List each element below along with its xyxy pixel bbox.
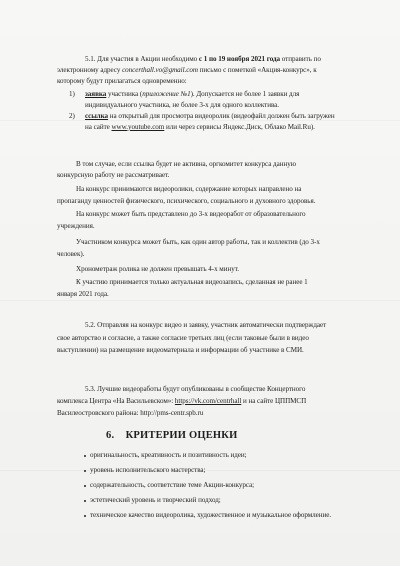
section-title: КРИТЕРИИ ОЦЕНКИ xyxy=(125,430,238,441)
paragraph-5-1-line: которому будут прилагаться одновременно: xyxy=(57,77,187,85)
criteria-item: оригинальность, креативность и позитивность идеи; xyxy=(90,451,247,459)
bullet-icon xyxy=(84,455,86,457)
paragraph-line: конкурсную работу не рассматривает. xyxy=(57,171,170,179)
text-span: комплекса Центра «На Васильевском»: xyxy=(57,397,175,405)
vk-link[interactable]: https://vk.com/centrhall xyxy=(174,397,242,405)
paragraph-line: пропаганду ценностей физического, психического, социального и духовного здоровья. xyxy=(57,197,316,205)
list-item-continuation xyxy=(85,123,315,132)
paragraph-line: человек). xyxy=(57,250,85,258)
paragraph-line: Участником конкурса может быть, как один автор работы, так и коллектив (до 3-х xyxy=(76,238,320,246)
text-span: электронному адресу xyxy=(57,66,123,74)
text-span: приложение №1 xyxy=(142,90,191,98)
paragraph-5-3-line xyxy=(57,397,306,406)
email-link[interactable]: concerthall.vo@gmail.com xyxy=(122,66,198,74)
text-span: и на сайте ЦППМСП xyxy=(241,397,307,405)
text-span: участника ( xyxy=(106,90,143,98)
bullet-icon xyxy=(84,500,86,502)
list-item-continuation: индивидуального участника, не более 3-х для одного коллектива. xyxy=(85,101,279,109)
section-heading xyxy=(106,430,237,441)
paragraph-line: учреждения. xyxy=(57,222,95,230)
date-range: с 1 по 19 ноября 2021 года xyxy=(198,55,281,63)
paragraph-5-2-line: свое авторство и согласие, а также согласие третьих лиц (если таковые были в видео xyxy=(57,334,309,342)
section-number: 6. xyxy=(106,430,115,441)
scan-artifact xyxy=(0,300,400,301)
paragraph-line: На конкурс принимаются видеоролики, содержание которых направлено на xyxy=(76,185,302,193)
paragraph-5-3-line: 5.3. Лучшие видеоработы будут опубликованы в сообществе Концертного xyxy=(85,385,306,393)
paragraph-line: На конкурс может быть представлено до 3-х видеоработ от образовательного xyxy=(76,210,306,218)
criteria-item: уровень исполнительского мастерства; xyxy=(90,466,206,474)
paragraph-line: В том случае, если ссылка будет не активна, оргкомитет конкурса данную xyxy=(76,160,296,168)
text-span: или через сервисы Яндекс.Диск, Облако Mail.Ru). xyxy=(164,123,315,131)
paragraph-line: Хронометраж ролика не должен превышать 4-х минут. xyxy=(76,265,239,273)
list-item-number: 1) xyxy=(69,90,75,98)
text-span: ). Допускается не более 1 заявки для xyxy=(190,90,300,98)
list-item-link xyxy=(85,112,335,121)
text-span: заявка xyxy=(85,90,107,98)
text-span: 5.1. Для участия в Акции необходимо xyxy=(85,55,199,63)
paragraph-line: К участию принимается только актуальная видеозапись, сделанная не ранее 1 xyxy=(76,278,308,286)
paragraph-5-1-line xyxy=(85,55,321,64)
bullet-icon xyxy=(84,515,86,517)
paragraph-5-3-line: Василеостровского района: http://pms-centr.spb.ru xyxy=(57,409,204,417)
criteria-item: содержательность, соответствие теме Акции-конкурса; xyxy=(90,481,255,489)
criteria-item: эстетический уровень и творческий подход; xyxy=(90,496,221,504)
bullet-icon xyxy=(84,485,86,487)
list-item-number: 2) xyxy=(69,112,75,120)
youtube-link[interactable]: www.youtube.com xyxy=(111,123,165,131)
criteria-item: техническое качество видеоролика, художественное и музыкальное оформление. xyxy=(90,511,332,519)
list-item-application xyxy=(85,90,299,99)
text-span: отправить по xyxy=(280,55,321,63)
text-span: на сайте xyxy=(85,123,112,131)
paragraph-5-2-line: выступлении) на размещение видеоматериала и информации об участнике в СМИ. xyxy=(57,346,304,354)
paragraph-5-2-line: 5.2. Отправляя на конкурс видео и заявку, участник автоматически подтверждает xyxy=(85,321,327,329)
text-span: на открытый для просмотра видеоролик (видеофайл должен быть загружен xyxy=(108,112,335,120)
text-span: ссылка xyxy=(85,112,109,120)
text-span: письмо с пометкой «Акция-конкурс», к xyxy=(197,66,317,74)
paragraph-line: января 2021 года. xyxy=(57,290,109,298)
paragraph-5-1-line xyxy=(57,66,317,75)
